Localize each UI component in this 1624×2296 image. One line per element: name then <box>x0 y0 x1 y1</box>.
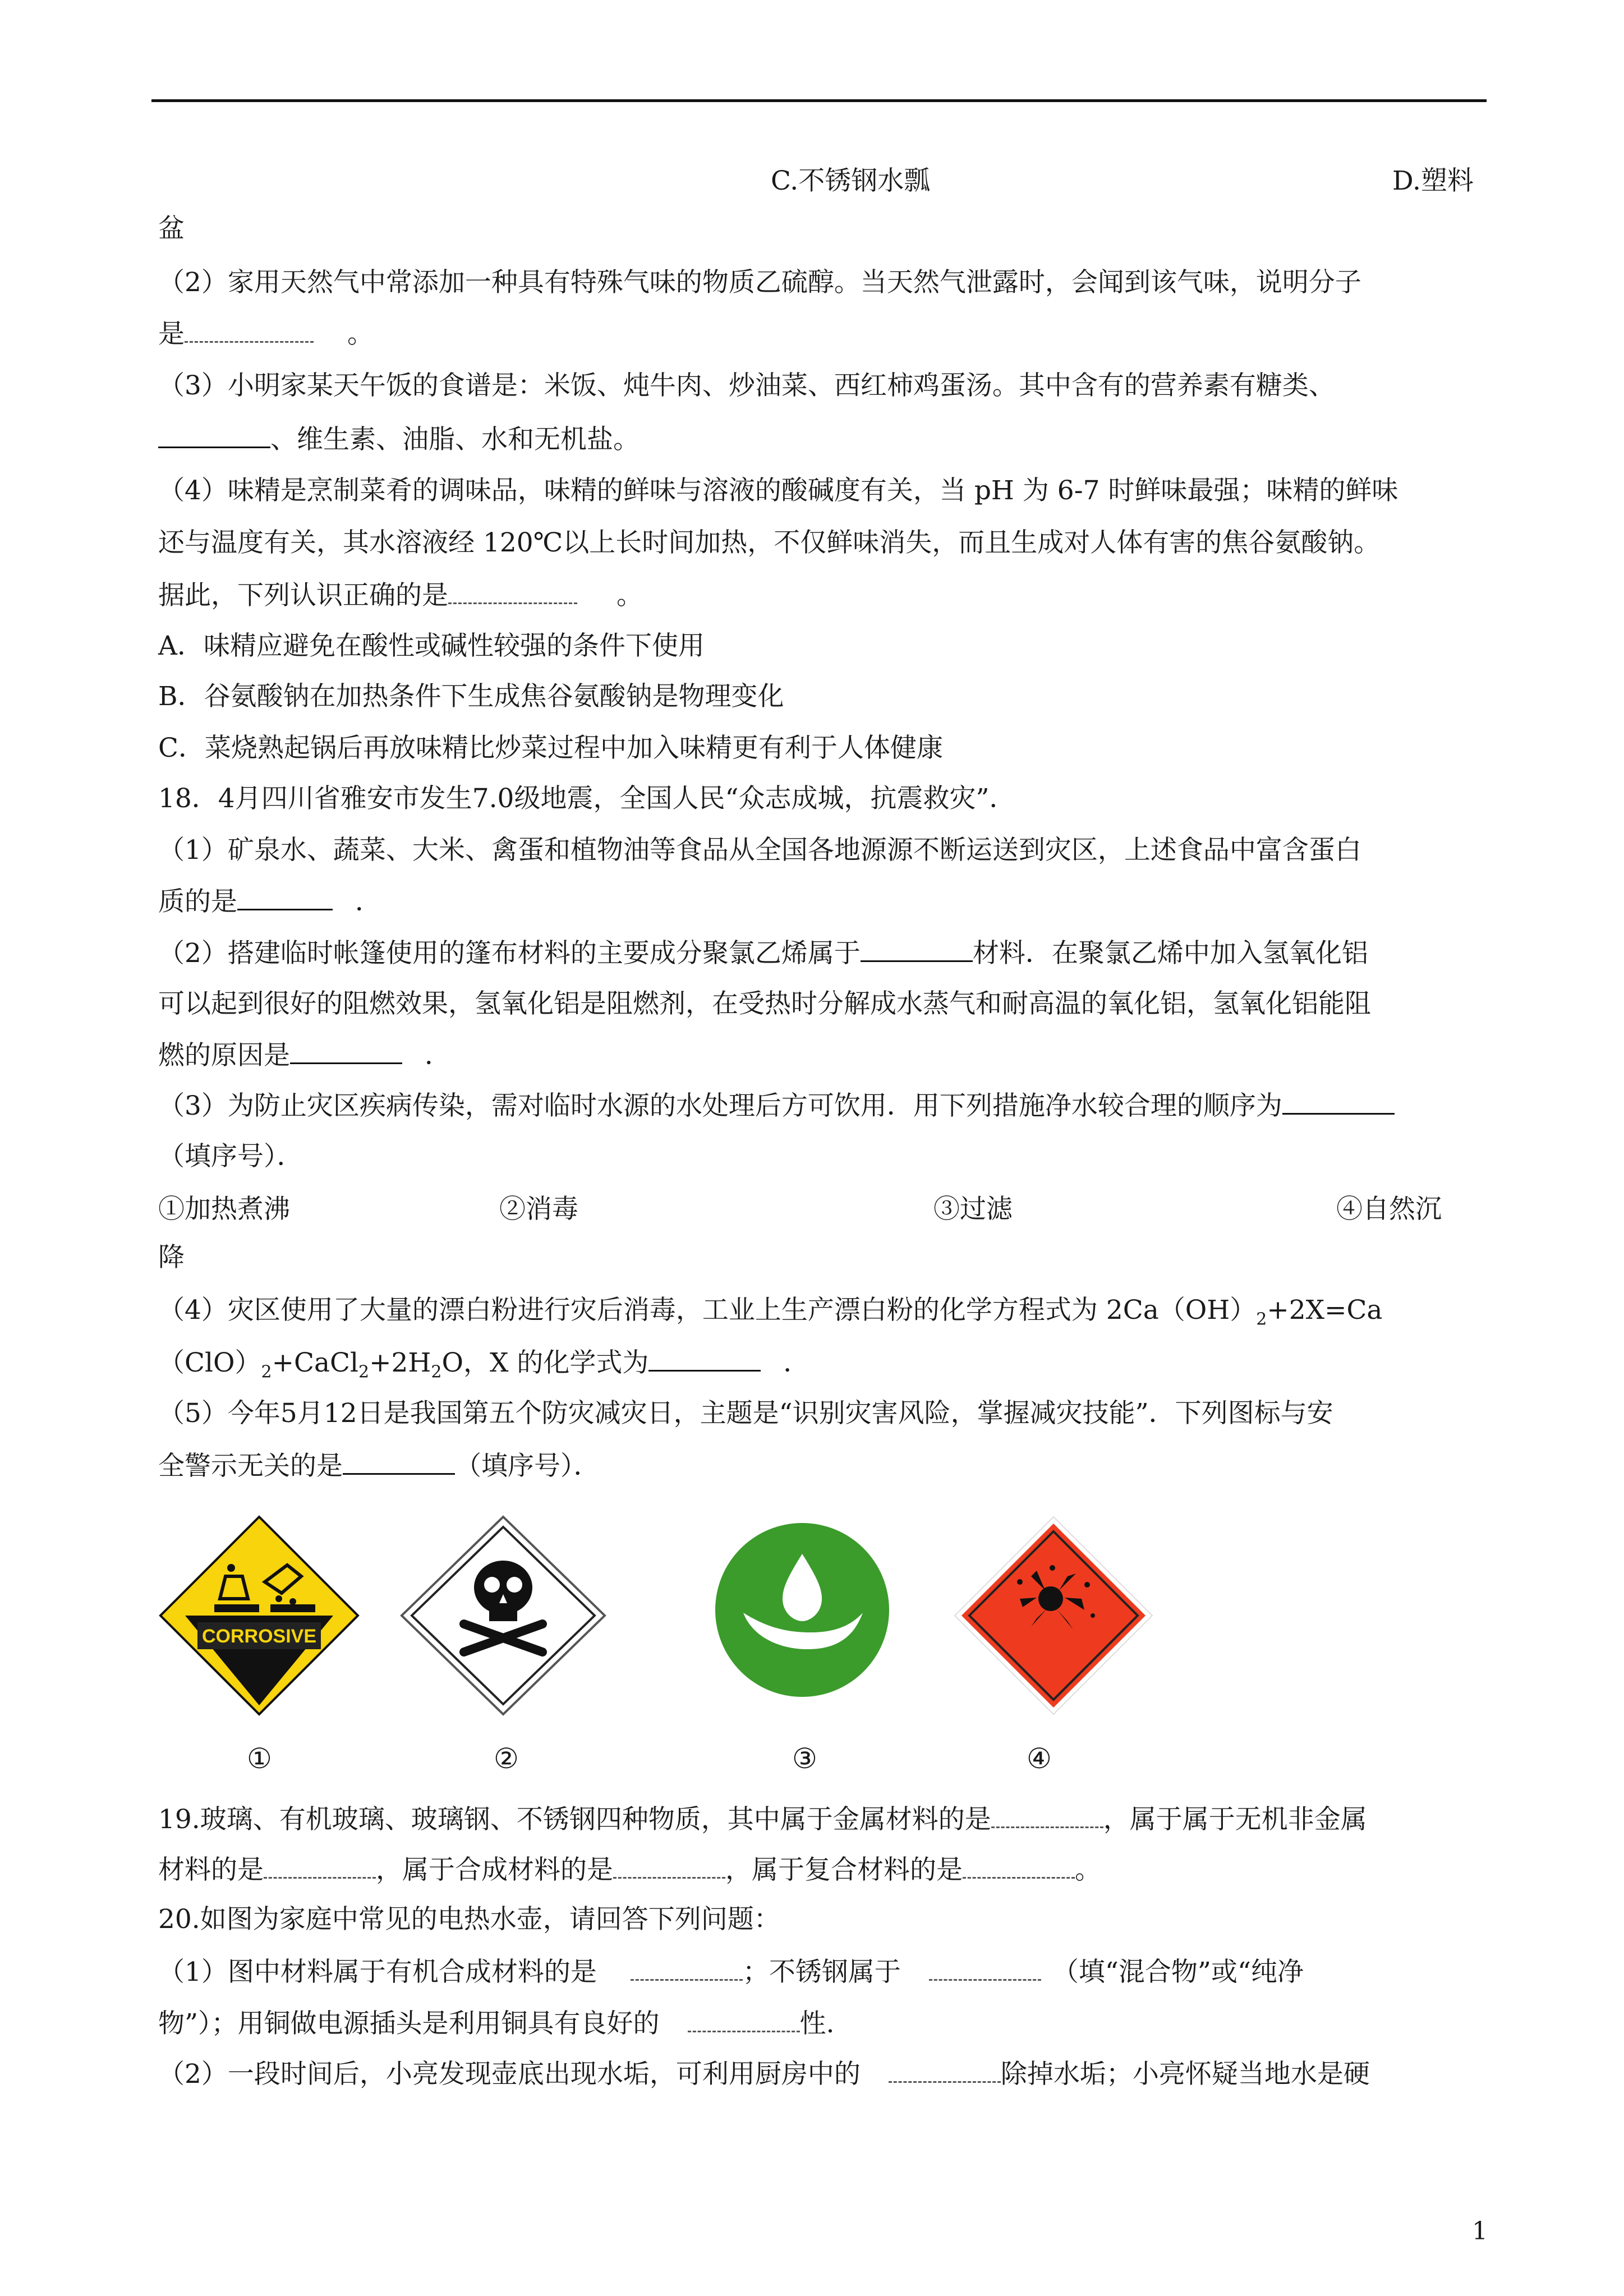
q18-2-line3: 燃的原因是 ． <box>158 1038 1488 1073</box>
q17-4-option-a: A．味精应避免在酸性或碱性较强的条件下使用 <box>158 631 705 661</box>
measure-4-continuation: 降 <box>158 1242 185 1273</box>
q20-title: 20.如图为家庭中常见的电热水壶，请回答下列问题： <box>158 1904 780 1935</box>
q17-2-line2: 是 。 <box>158 316 1488 351</box>
q20-2-line1: （2）一段时间后，小亮发现壶底出现水垢，可利用厨房中的 除掉水垢；小亮怀疑当地水是硬 <box>158 2056 1488 2091</box>
sign-caption-3: ③ <box>792 1742 817 1775</box>
q18-1-line1: （1）矿泉水、蔬菜、大米、禽蛋和植物油等食品从全国各地源源不断运送到灾区，上述食品中富含蛋白 <box>158 835 1361 866</box>
q17-2-line1: （2）家用天然气中常添加一种具有特殊气味的物质乙硫醇。当天然气泄露时，会闻到该气味，说明分子 <box>158 267 1361 298</box>
q18-2-line1: （2）搭建临时帐篷使用的篷布材料的主要成分聚氯乙烯属于 材料．在聚氯乙烯中加入氢氧化铝 <box>158 936 1488 970</box>
option-d-continuation: 盆 <box>158 213 185 244</box>
page-number: 1 <box>1472 2217 1488 2246</box>
q18-5-line2: 全警示无关的是 （填序号）． <box>158 1448 1488 1483</box>
q17-4-line3: 据此，下列认识正确的是 。 <box>158 578 1488 613</box>
corrosive-sign <box>158 1515 360 1717</box>
q19-line2: 材料的是 ，属于合成材料的是 ，属于复合材料的是 。 <box>158 1852 1488 1887</box>
q18-2-line2: 可以起到很好的阻燃效果，氢氧化铝是阻燃剂，在受热时分解成水蒸气和耐高温的氧化铝，氢氧化铝能阻 <box>158 988 1371 1019</box>
q17-4-option-b: B．谷氨酸钠在加热条件下生成焦谷氨酸钠是物理变化 <box>158 681 784 712</box>
q19-line1: 19.玻璃、有机玻璃、玻璃钢、不锈钢四种物质，其中属于金属材料的是 ，属于属于无机非金属 <box>158 1802 1488 1837</box>
q18-4-line2: $(ClO)_2+CaCl_2+2H_2O$，X 的化学式为 ． <box>158 1345 1488 1380</box>
q17-4-line1: （4）味精是烹制菜肴的调味品，味精的鲜味与溶液的酸碱度有关，当 pH 为 6-7 时鲜味最强；味精的鲜味 <box>158 475 1398 506</box>
q18-title: 18．4月四川省雅安市发生7.0级地震，全国人民“众志成城，抗震救灾”． <box>158 783 1016 814</box>
toxic-skull-sign <box>399 1515 607 1717</box>
q18-3-line2: （填序号）． <box>158 1141 303 1172</box>
sign-caption-2: ② <box>494 1742 519 1775</box>
header-rule <box>151 99 1487 102</box>
q17-4-option-c: C．菜烧熟起锅后再放味精比炒菜过程中加入味精更有利于人体健康 <box>158 733 943 763</box>
measure-3: ③过滤 <box>933 1194 1013 1225</box>
sign-caption-4: ④ <box>1027 1742 1052 1775</box>
option-d: D.塑料 <box>1392 165 1474 196</box>
q18-5-line1: （5）今年5月12日是我国第五个防灾减灾日，主题是“识别灾害风险，掌握减灾技能”．下列图标与安 <box>158 1398 1333 1429</box>
option-c: C.不锈钢水瓢 <box>771 165 931 196</box>
sign-caption-1: ① <box>247 1742 272 1775</box>
q20-1-line1: （1）图中材料属于有机合成材料的是 ；不锈钢属于 （填“混合物”或“纯净 <box>158 1954 1488 1989</box>
explosive-sign <box>953 1515 1154 1717</box>
q17-4-line2: 还与温度有关，其水溶液经 120℃以上长时间加热，不仅鲜味消失，而且生成对人体有害的焦谷氨酸钠。 <box>158 527 1381 558</box>
q20-1-line2: 物”）；用铜做电源插头是利用铜具有良好的 性. <box>158 2006 1488 2041</box>
q17-3-line1: （3）小明家某天午饭的食谱是：米饭、炖牛肉、炒油菜、西红柿鸡蛋汤。其中含有的营养素有糖类、 <box>158 370 1335 401</box>
measure-1: ①加热煮沸 <box>158 1194 290 1225</box>
q17-3-line2: 、维生素、油脂、水和无机盐。 <box>158 422 1488 457</box>
measure-2: ②消毒 <box>499 1194 578 1225</box>
corrosive-label: CORROSIVE <box>201 1626 317 1647</box>
q18-1-line2: 质的是 ． <box>158 884 1488 919</box>
q18-3-line1: （3）为防止灾区疾病传染，需对临时水源的水处理后方可饮用．用下列措施净水较合理的顺序为 <box>158 1088 1488 1123</box>
measure-4: ④自然沉 <box>1336 1194 1442 1225</box>
water-saving-sign <box>712 1515 892 1705</box>
q18-4-line1: （4）灾区使用了大量的漂白粉进行灾后消毒，工业上生产漂白粉的化学方程式为 $2Ca(OH)_2+2X=Ca$ <box>158 1295 1383 1329</box>
